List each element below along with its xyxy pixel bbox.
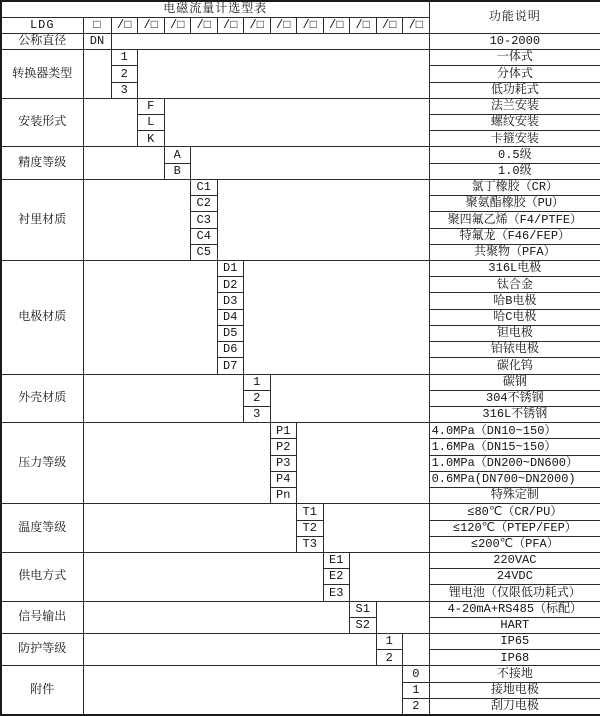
code-slot-3: /□ xyxy=(164,17,191,33)
option-description: 锂电池（仅限低功耗式） xyxy=(429,585,600,601)
code-slot-11: /□ xyxy=(376,17,403,33)
category-label: 附件 xyxy=(1,666,83,715)
spacer-cell xyxy=(83,179,191,260)
option-code: P1 xyxy=(270,423,297,439)
code-slot-12: /□ xyxy=(403,17,430,33)
spacer-cell xyxy=(376,601,429,633)
code-slot-2: /□ xyxy=(138,17,165,33)
option-description: 哈C电极 xyxy=(429,309,600,325)
option-description: 220VAC xyxy=(429,552,600,568)
option-description: 0.5级 xyxy=(429,147,600,163)
option-code: E3 xyxy=(323,585,350,601)
option-code: C5 xyxy=(191,244,218,260)
option-code: C3 xyxy=(191,212,218,228)
option-description: 10-2000 xyxy=(429,33,600,49)
option-code: T2 xyxy=(297,520,324,536)
option-description: ≤80℃（CR/PU） xyxy=(429,504,600,520)
spacer-cell xyxy=(270,374,429,423)
category-label: 转换器类型 xyxy=(1,50,83,99)
spacer-cell xyxy=(111,33,429,49)
option-code: K xyxy=(138,131,165,147)
category-label: 压力等级 xyxy=(1,423,83,504)
option-description: 特氟龙（F46/FEP） xyxy=(429,228,600,244)
option-description: 共聚物（PFA） xyxy=(429,244,600,260)
option-description: 氯丁橡胶（CR） xyxy=(429,179,600,195)
option-code: D7 xyxy=(217,358,244,374)
option-description: 一体式 xyxy=(429,50,600,66)
option-code: 2 xyxy=(244,390,271,406)
spacer-cell xyxy=(83,666,403,715)
option-code: 0 xyxy=(403,666,430,682)
option-code: D5 xyxy=(217,325,244,341)
option-description: 分体式 xyxy=(429,66,600,82)
option-code: L xyxy=(138,115,165,131)
option-description: 铂铱电极 xyxy=(429,342,600,358)
category-label: 温度等级 xyxy=(1,504,83,553)
category-label: 外壳材质 xyxy=(1,374,83,423)
category-label: 防护等级 xyxy=(1,634,83,666)
option-description: 1.6MPa（DN15~150） xyxy=(429,439,600,455)
option-code: D3 xyxy=(217,293,244,309)
option-code: 3 xyxy=(244,406,271,422)
option-description: 钛合金 xyxy=(429,277,600,293)
code-slot-6: /□ xyxy=(244,17,271,33)
option-description: IP65 xyxy=(429,634,600,650)
spacer-cell xyxy=(83,601,350,633)
option-description: 碳化钨 xyxy=(429,358,600,374)
option-code: C1 xyxy=(191,179,218,195)
option-code: E2 xyxy=(323,569,350,585)
spacer-cell xyxy=(83,504,297,553)
spacer-cell xyxy=(83,98,138,147)
option-description: 304不锈钢 xyxy=(429,390,600,406)
code-slot-8: /□ xyxy=(297,17,324,33)
spacer-cell xyxy=(244,261,430,375)
option-code: T3 xyxy=(297,536,324,552)
option-description: 低功耗式 xyxy=(429,82,600,98)
option-code: 1 xyxy=(376,634,403,650)
option-description: 碳钢 xyxy=(429,374,600,390)
base-code-box: □ xyxy=(83,17,111,33)
option-description: 24VDC xyxy=(429,569,600,585)
option-code: P4 xyxy=(270,471,297,487)
option-code: D6 xyxy=(217,342,244,358)
option-code: C2 xyxy=(191,196,218,212)
option-code: D2 xyxy=(217,277,244,293)
option-description: 1.0级 xyxy=(429,163,600,179)
category-label: 安装形式 xyxy=(1,98,83,147)
option-description: 法兰安装 xyxy=(429,98,600,114)
category-label: 衬里材质 xyxy=(1,179,83,260)
category-label: 供电方式 xyxy=(1,552,83,601)
code-slot-10: /□ xyxy=(350,17,377,33)
option-description: 聚氨酯橡胶（PU） xyxy=(429,196,600,212)
option-description: 不接地 xyxy=(429,666,600,682)
option-description: 1.0MPa（DN200~DN600） xyxy=(429,455,600,471)
spacer-cell xyxy=(323,504,429,553)
spacer-cell xyxy=(83,552,323,601)
option-code: S2 xyxy=(350,617,377,633)
option-description: ≤120℃（PTEP/FEP） xyxy=(429,520,600,536)
spacer-cell xyxy=(83,374,244,423)
option-description: 卡箍安装 xyxy=(429,131,600,147)
option-code: D4 xyxy=(217,309,244,325)
spacer-cell xyxy=(297,423,430,504)
spacer-cell xyxy=(83,261,217,375)
category-label: 电极材质 xyxy=(1,261,83,375)
spacer-cell xyxy=(403,634,430,666)
option-description: 316L电极 xyxy=(429,261,600,277)
option-code: 2 xyxy=(403,698,430,715)
option-description: 4.0MPa（DN10~150） xyxy=(429,423,600,439)
option-description: 316L不锈钢 xyxy=(429,406,600,422)
option-code: 3 xyxy=(111,82,138,98)
spacer-cell xyxy=(164,98,429,147)
option-description: 聚四氟乙烯（F4/PTFE） xyxy=(429,212,600,228)
option-description: 哈B电极 xyxy=(429,293,600,309)
option-code: P2 xyxy=(270,439,297,455)
option-description: 0.6MPa(DN700~DN2000) xyxy=(429,471,600,487)
category-label: 公称直径 xyxy=(1,33,83,49)
code-slot-7: /□ xyxy=(270,17,297,33)
option-description: IP68 xyxy=(429,650,600,666)
spacer-cell xyxy=(83,423,270,504)
spacer-cell xyxy=(83,50,111,99)
option-description: 螺纹安装 xyxy=(429,115,600,131)
option-code: 1 xyxy=(244,374,271,390)
model-prefix: LDG xyxy=(1,17,83,33)
spacer-cell xyxy=(138,50,430,99)
function-description-header: 功能说明 xyxy=(429,1,600,33)
option-code: T1 xyxy=(297,504,324,520)
code-slot-4: /□ xyxy=(191,17,218,33)
option-description: HART xyxy=(429,617,600,633)
spacer-cell xyxy=(83,634,376,666)
spacer-cell xyxy=(83,147,164,179)
option-code: B xyxy=(164,163,191,179)
option-description: ≤200℃（PFA） xyxy=(429,536,600,552)
spacer-cell xyxy=(191,147,430,179)
option-code: DN xyxy=(83,33,111,49)
table-title: 电磁流量计选型表 xyxy=(1,1,429,17)
option-code: A xyxy=(164,147,191,163)
option-code: F xyxy=(138,98,165,114)
option-description: 特殊定制 xyxy=(429,488,600,504)
option-code: Pn xyxy=(270,488,297,504)
option-code: P3 xyxy=(270,455,297,471)
option-description: 接地电极 xyxy=(429,682,600,698)
category-label: 精度等级 xyxy=(1,147,83,179)
spacer-cell xyxy=(217,179,429,260)
spacer-cell xyxy=(350,552,430,601)
option-code: 1 xyxy=(403,682,430,698)
option-code: S1 xyxy=(350,601,377,617)
option-code: 2 xyxy=(111,66,138,82)
option-code: C4 xyxy=(191,228,218,244)
option-description: 刮刀电极 xyxy=(429,698,600,715)
option-code: D1 xyxy=(217,261,244,277)
option-code: E1 xyxy=(323,552,350,568)
option-description: 钽电极 xyxy=(429,325,600,341)
option-code: 1 xyxy=(111,50,138,66)
code-slot-1: /□ xyxy=(111,17,138,33)
code-slot-9: /□ xyxy=(323,17,350,33)
option-code: 2 xyxy=(376,650,403,666)
category-label: 信号输出 xyxy=(1,601,83,633)
option-description: 4-20mA+RS485（标配） xyxy=(429,601,600,617)
code-slot-5: /□ xyxy=(217,17,244,33)
